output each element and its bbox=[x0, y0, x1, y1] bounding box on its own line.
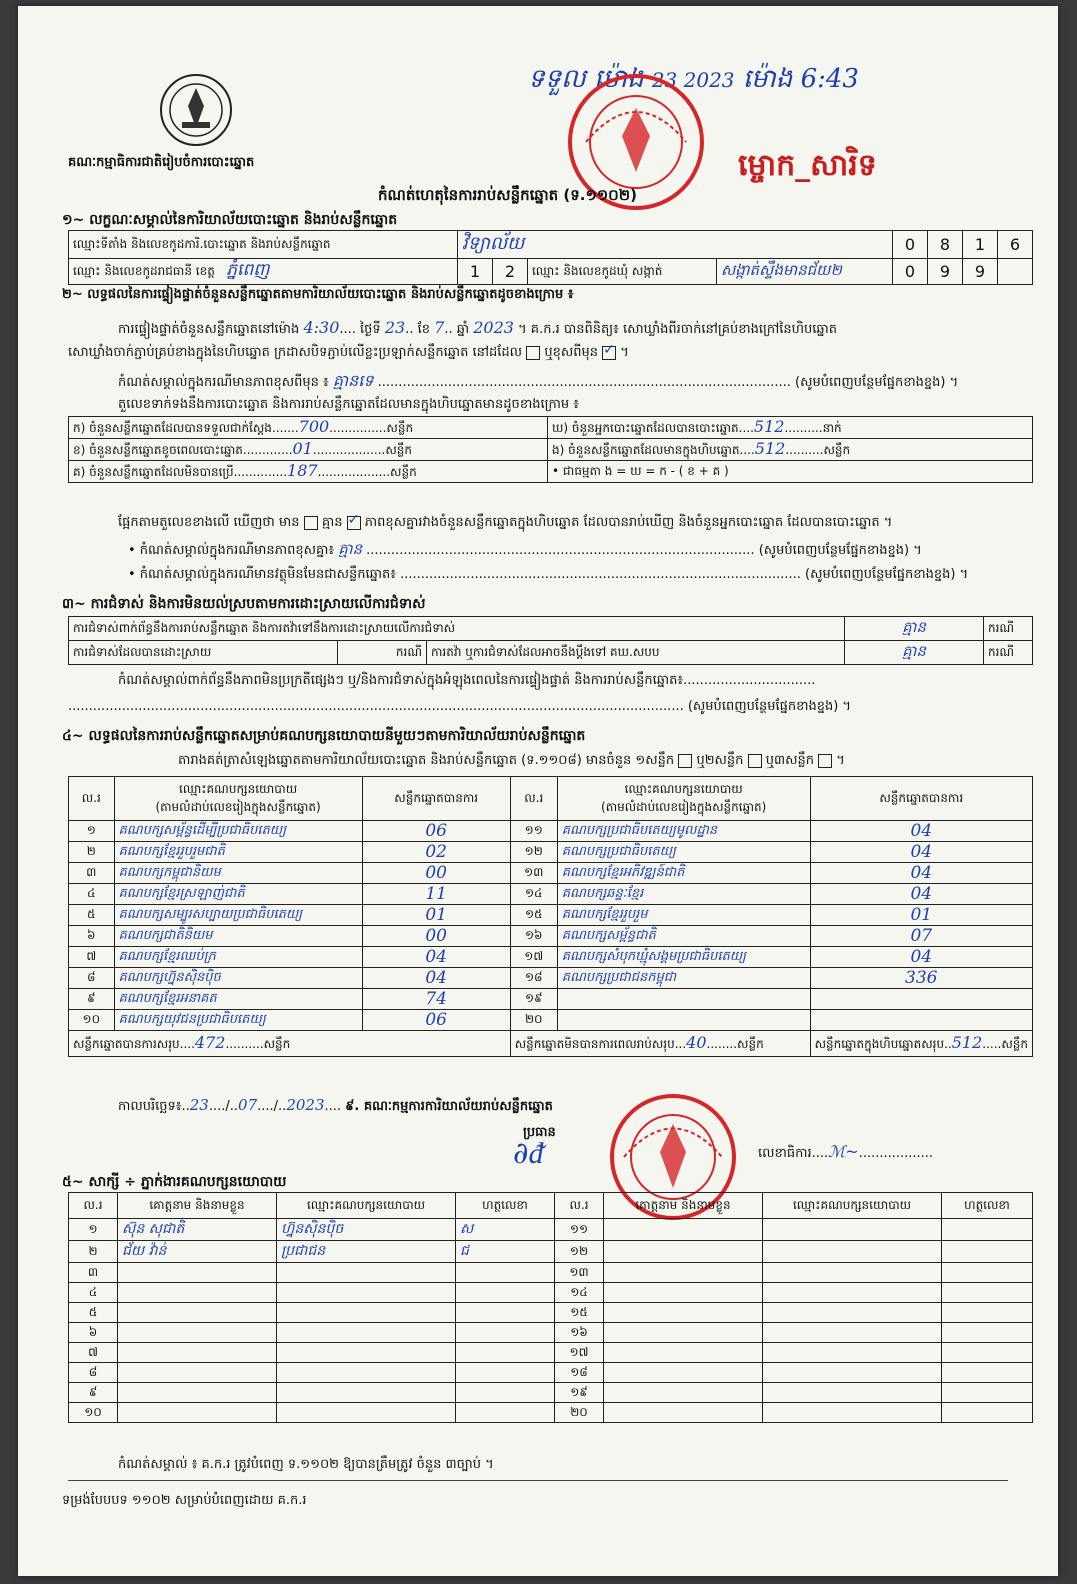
table-row bbox=[69, 905, 1033, 926]
table-row bbox=[69, 947, 1033, 968]
witness-number: ៨ bbox=[69, 1363, 118, 1383]
party-number: ១០ bbox=[69, 1010, 115, 1031]
witness-name bbox=[118, 1363, 277, 1383]
witness-party bbox=[277, 1283, 456, 1303]
party-number: ២០ bbox=[510, 1010, 557, 1031]
figure-formula: • ជាធម្មតា ង = ឃ = ក - ( ខ + គ ) bbox=[548, 461, 1033, 483]
irregularity-note: កំណត់សម្គាល់ពាក់ព័ន្ធនឹងភាពមិនប្រក្រតីផ្សេងៗ ឬ/និងការជំទាស់ក្នុងអំឡុងពេលនៃការផ្ទៀងផ្ទាត់ និងការរាប់សន្លឹកឆ្នោត៖................................ bbox=[118, 673, 816, 688]
province-label: ឈ្មោះ និងលេខកូដរាជធានី ខេត្ត ភ្នំពេញ bbox=[69, 259, 458, 285]
party-votes bbox=[810, 884, 1032, 905]
witness-name bbox=[118, 1383, 277, 1403]
party-votes-value: 00 bbox=[425, 863, 447, 883]
party-votes-value: 04 bbox=[425, 968, 447, 988]
witness-number: ៧ bbox=[69, 1343, 118, 1363]
party-name bbox=[557, 905, 810, 926]
party-votes-value: 00 bbox=[425, 926, 447, 946]
figures-row bbox=[69, 417, 1033, 439]
objections-label: ការជំទាស់ពាក់ព័ន្ធនឹងការរាប់សន្លឹកឆ្នោត និងការតវ៉ាទៅនឹងការដោះស្រាយលើការជំទាស់ bbox=[69, 617, 845, 641]
col-votes: សន្លឹកឆ្នោតបានការ bbox=[362, 777, 510, 821]
witness-number: ៤ bbox=[69, 1283, 118, 1303]
party-votes bbox=[362, 989, 510, 1010]
witness-name bbox=[118, 1241, 277, 1263]
party-number: ៦ bbox=[69, 926, 115, 947]
resolved-label: ការជំទាស់ដែលបានដោះស្រាយ bbox=[69, 641, 338, 665]
two-sheets-checkbox[interactable] bbox=[748, 754, 762, 768]
party-votes bbox=[810, 968, 1032, 989]
witness-signature bbox=[456, 1219, 555, 1241]
resolved-unit: ករណី bbox=[338, 641, 427, 665]
total-in-box: សន្លឹកឆ្នោតក្នុងហិបឆ្នោតសរុប..512.....សន្លឹក bbox=[810, 1031, 1032, 1057]
location-code-4: 6 bbox=[998, 231, 1033, 259]
party-name-value: គណបក្សកម្ពុជានិយម bbox=[118, 864, 221, 880]
witness-signature bbox=[942, 1263, 1033, 1283]
witness-table bbox=[68, 1192, 1033, 1423]
party-votes-value: 06 bbox=[425, 1010, 447, 1030]
col-party: ឈ្មោះគណបក្សនយោបាយ (តាមលំដាប់លេខរៀងក្នុងសន្លឹកឆ្នោត) bbox=[114, 777, 362, 821]
col-no: ល.រ bbox=[69, 777, 115, 821]
party-number: ៧ bbox=[69, 947, 115, 968]
witness-party bbox=[763, 1343, 942, 1363]
witness-party bbox=[277, 1363, 456, 1383]
table-row bbox=[69, 821, 1033, 842]
figures-intro: តួលេខទាក់ទងនឹងការបោះឆ្នោត និងការរាប់សន្លឹកឆ្នោតដែលមានក្នុងហិបឆ្នោតមានដូចខាងក្រោម ៖ bbox=[118, 397, 579, 412]
objections-value: គ្មាន bbox=[845, 617, 984, 641]
witness-name bbox=[604, 1303, 763, 1323]
has-difference-checkbox[interactable] bbox=[304, 516, 318, 530]
red-handwriting: ម្ចោក_សារិទ bbox=[738, 148, 877, 183]
witness-name bbox=[118, 1303, 277, 1323]
party-name-value: គណបក្សសម្បូរសប្បាយប្រជាធិបតេយ្យ bbox=[118, 906, 303, 922]
witness-number: ១៥ bbox=[555, 1303, 604, 1323]
party-number: ៨ bbox=[69, 968, 115, 989]
party-name bbox=[557, 821, 810, 842]
province-code-1: 1 bbox=[458, 259, 493, 285]
form-title: កំណត់ហេតុនៃការរាប់សន្លឹកឆ្នោត (ទ.១១០២) bbox=[378, 186, 638, 204]
party-name-value: គណបក្សសំបុកឃ្មុំសង្គមប្រជាធិបតេយ្យ bbox=[561, 948, 747, 964]
witness-number: ៩ bbox=[69, 1383, 118, 1403]
witness-name bbox=[118, 1403, 277, 1423]
witness-number: ៣ bbox=[69, 1263, 118, 1283]
irregularity-fill-line: ..................................................................................................................................................... (សូមបំពេញបន្ថែមផ្នែកខាងខ្នង) ។ bbox=[68, 699, 851, 714]
party-name-value: គណបក្សខ្មែរអនាគត bbox=[118, 990, 217, 1006]
witness-party bbox=[277, 1219, 456, 1241]
party-votes-value: 07 bbox=[910, 926, 933, 946]
witness-party bbox=[763, 1323, 942, 1343]
location-code-1: 0 bbox=[893, 231, 928, 259]
party-name bbox=[557, 926, 810, 947]
table-row bbox=[69, 1323, 1033, 1343]
witness-party bbox=[763, 1383, 942, 1403]
table-row bbox=[69, 1263, 1033, 1283]
party-votes-value: 02 bbox=[425, 842, 447, 862]
party-votes bbox=[362, 863, 510, 884]
witness-number: ១៧ bbox=[555, 1343, 604, 1363]
party-number: ១ bbox=[69, 821, 115, 842]
form-paper bbox=[18, 6, 1058, 1576]
table-row bbox=[69, 884, 1033, 905]
witness-signature bbox=[456, 1263, 555, 1283]
col-votes: សន្លឹកឆ្នោតបានការ bbox=[810, 777, 1032, 821]
location-code-3: 1 bbox=[963, 231, 998, 259]
witness-party-value: ប្រជាជន bbox=[281, 1243, 326, 1259]
witness-name bbox=[118, 1219, 277, 1241]
total-invalid: សន្លឹកឆ្នោតមិនបានការពេលរាប់សរុប...40........សន្លឹក bbox=[510, 1031, 810, 1057]
witness-name bbox=[604, 1323, 763, 1343]
party-votes bbox=[362, 947, 510, 968]
party-name bbox=[557, 884, 810, 905]
party-number: ៤ bbox=[69, 884, 115, 905]
party-name bbox=[114, 926, 362, 947]
empty-cell bbox=[998, 259, 1033, 285]
col-party: ឈ្មោះគណបក្សនយោបាយ bbox=[763, 1193, 942, 1219]
witness-number: ៥ bbox=[69, 1303, 118, 1323]
witness-name bbox=[118, 1323, 277, 1343]
witness-number: ១៨ bbox=[555, 1363, 604, 1383]
party-number: ១១ bbox=[510, 821, 557, 842]
table-row bbox=[69, 842, 1033, 863]
party-votes-value: 04 bbox=[910, 842, 933, 862]
col-party: ឈ្មោះគណបក្សនយោបាយ (តាមលំដាប់លេខរៀងក្នុងសន្លឹកឆ្នោត) bbox=[557, 777, 810, 821]
table-row bbox=[69, 1383, 1033, 1403]
different-checkbox[interactable] bbox=[602, 346, 616, 360]
receipt-note: ទទួល ម៉ោង 23 2023 ម៉ោង 6:43 bbox=[528, 64, 859, 94]
witness-party bbox=[277, 1263, 456, 1283]
party-name-value: គណបក្សខ្មែររួបរួម bbox=[561, 906, 648, 922]
witness-number: ២ bbox=[69, 1241, 118, 1263]
witness-name-value: ស៊ុន សុជាតិ bbox=[122, 1221, 185, 1237]
party-votes bbox=[362, 884, 510, 905]
location-value: វិទ្យាល័យ bbox=[458, 231, 893, 259]
table-row bbox=[69, 926, 1033, 947]
figures-row bbox=[69, 461, 1033, 483]
chair-signature: ∂ᵭ bbox=[513, 1136, 544, 1171]
party-votes bbox=[362, 821, 510, 842]
party-name-value: គណបក្សសម្ព័ន្ធជាតិ bbox=[561, 927, 656, 943]
col-name: គោត្តនាម និងនាមខ្លួន bbox=[604, 1193, 763, 1219]
party-votes-value: 01 bbox=[910, 905, 933, 925]
party-name bbox=[114, 863, 362, 884]
witness-party bbox=[763, 1263, 942, 1283]
figures-table bbox=[68, 416, 1033, 483]
location-label: ឈ្មោះទីតាំង និងលេខកូដការិ.បោះឆ្នោត និងរាប់សន្លឹកឆ្នោត bbox=[69, 231, 458, 259]
figure-unused: គ) ចំនួនសន្លឹកឆ្នោតដែលមិនបានប្រើ..............187...................សន្លឹក bbox=[69, 461, 548, 483]
witness-signature bbox=[942, 1283, 1033, 1303]
change-note: កំណត់សម្គាល់ក្នុងករណីមានភាពខុសពីមុន ៖ គ្មានទេ .................................................................................................... (សូមបំពេញបន្ថែមផ្នែកខាងខ្នង) ។ bbox=[118, 371, 959, 390]
date-line: កាលបរិច្ឆេទ៖..23..../..07..../..2023.... ៩. គណៈកម្មការការិយាល័យរាប់សន្លឹកឆ្នោត bbox=[118, 1096, 553, 1114]
org-name: គណៈកម្មាធិការជាតិរៀបចំការបោះឆ្នោត bbox=[68, 155, 255, 170]
footer-divider bbox=[68, 1480, 1008, 1481]
party-votes-value: 01 bbox=[425, 905, 447, 925]
commune-code-1: 0 bbox=[893, 259, 928, 285]
witness-number: ១៣ bbox=[555, 1263, 604, 1283]
foreign-object-note: • កំណត់សម្គាល់ក្នុងករណីមានវត្ថុមិនមែនជាសន្លឹកឆ្នោត៖ ................................................................................................. (សូមបំពេញបន្ថែមផ្នែកខាងខ្នង) ។ bbox=[128, 567, 969, 582]
witness-signature bbox=[942, 1343, 1033, 1363]
party-name bbox=[114, 1010, 362, 1031]
witness-signature bbox=[942, 1403, 1033, 1423]
party-name-value: គណបក្សខ្មែររួបរួមជាតិ bbox=[118, 843, 225, 859]
table-row bbox=[69, 1010, 1033, 1031]
party-number: ៩ bbox=[69, 989, 115, 1010]
objections-unit: ករណី bbox=[984, 617, 1033, 641]
table-row bbox=[69, 1363, 1033, 1383]
one-sheet-checkbox[interactable] bbox=[678, 754, 692, 768]
witness-party bbox=[277, 1303, 456, 1323]
commune-label: ឈ្មោះ និងលេខកូដឃុំ សង្កាត់ bbox=[528, 259, 717, 285]
party-number: ៣ bbox=[69, 863, 115, 884]
same-checkbox[interactable] bbox=[526, 346, 540, 360]
table-row bbox=[69, 1303, 1033, 1323]
appeal-unit: ករណី bbox=[984, 641, 1033, 665]
party-votes bbox=[810, 821, 1032, 842]
party-name bbox=[114, 968, 362, 989]
figure-received: ក) ចំនួនសន្លឹកឆ្នោតដែលបានទទួលជាក់ស្តែង.......700...............សន្លឹក bbox=[69, 417, 548, 439]
party-name-value: គណបក្សសម្ព័ន្ធដើម្បីប្រជាធិបតេយ្យ bbox=[118, 822, 287, 838]
col-no: ល.រ bbox=[555, 1193, 604, 1219]
province-code-2: 2 bbox=[493, 259, 528, 285]
figure-voters: ឃ) ចំនួនអ្នកបោះឆ្នោតដែលបានបោះឆ្នោត....512..........នាក់ bbox=[548, 417, 1033, 439]
party-number: ១៤ bbox=[510, 884, 557, 905]
party-name-value: គណបក្សប្រជាធិបតេយ្យមូលដ្ឋាន bbox=[561, 822, 718, 838]
party-votes-value: 04 bbox=[910, 884, 933, 904]
party-votes-value: 74 bbox=[425, 989, 447, 1009]
party-number: ១៥ bbox=[510, 905, 557, 926]
party-name-value: គណបក្សខ្មែរអភិវឌ្ឍន៍ជាតិ bbox=[561, 864, 685, 880]
witness-signature bbox=[942, 1323, 1033, 1343]
section1-heading: ១~ លក្ខណៈសម្គាល់នៃការិយាល័យបោះឆ្នោត និងរាប់សន្លឹកឆ្នោត bbox=[62, 212, 398, 228]
witness-name bbox=[604, 1283, 763, 1303]
appeal-value: គ្មាន bbox=[845, 641, 984, 665]
witness-number: ១១ bbox=[555, 1219, 604, 1241]
figure-spoiled: ខ) ចំនួនសន្លឹកឆ្នោតខូចពេលបោះឆ្នោត.............01...................សន្លឹក bbox=[69, 439, 548, 461]
party-number: ១៦ bbox=[510, 926, 557, 947]
witness-party bbox=[277, 1343, 456, 1363]
col-name: គោត្តនាម និងនាមខ្លួន bbox=[118, 1193, 277, 1219]
footer-note: កំណត់សម្គាល់ ៖ គ.ក.រ ត្រូវបំពេញ ទ.១១០២ ឱ្យបានត្រឹមត្រូវ ចំនួន ៣ច្បាប់ ។ bbox=[118, 1457, 494, 1472]
witness-signature-value: ស bbox=[460, 1221, 474, 1237]
party-name-value: គណបក្សប្រជាជនកម្ពុជា bbox=[561, 969, 677, 985]
table-row bbox=[69, 863, 1033, 884]
compare-line: ផ្អែកតាមតួលេខខាងលើ ឃើញថា មាន គ្មាន ✓ ភាពខុសគ្នារវាងចំនួនសន្លឹកឆ្នោតក្នុងហិបឆ្នោត ដែលបានរាប់ឃើញ និងចំនួនអ្នកបោះឆ្នោត ដែលបានបោះឆ្នោត ។ bbox=[118, 514, 892, 533]
table-row bbox=[69, 1403, 1033, 1423]
witness-signature bbox=[456, 1363, 555, 1383]
witness-signature bbox=[456, 1343, 555, 1363]
party-name-value: គណបក្សខ្មែរឈប់ក្រ bbox=[118, 948, 216, 964]
witness-name bbox=[604, 1403, 763, 1423]
witness-signature bbox=[942, 1363, 1033, 1383]
party-name bbox=[114, 947, 362, 968]
party-name bbox=[114, 821, 362, 842]
witness-party bbox=[277, 1323, 456, 1343]
party-name bbox=[557, 947, 810, 968]
party-number: ១៣ bbox=[510, 863, 557, 884]
witness-name bbox=[604, 1219, 763, 1241]
section4-sub: តារាងគត់ត្រាសំឡេងឆ្នោតតាមការិយាល័យបោះឆ្នោត និងរាប់សន្លឹកឆ្នោត (ទ.១១០៨) មានចំនួន ១សន្លឹក ឬ២សន្លឹក ឬ៣សន្លឹក ។ bbox=[178, 753, 845, 768]
witness-signature bbox=[456, 1403, 555, 1423]
verification-line: ការផ្ទៀងផ្ទាត់ចំនួនសន្លឹកឆ្នោតនៅម៉ោង 4:30.... ថ្ងៃទី 23.. ខែ 7.. ឆ្នាំ 2023 ។ គ.ក.រ បានពិនិត្យ៖ សោឃ្លាំងពីរចាក់នៅគ្រប់ខាងក្រៅនៃហិបឆ្នោត bbox=[118, 318, 837, 337]
witness-signature bbox=[456, 1241, 555, 1263]
party-votes bbox=[362, 842, 510, 863]
witness-party bbox=[763, 1303, 942, 1323]
party-name-value: គណបក្សជាតិនិយម bbox=[118, 927, 213, 943]
witness-party bbox=[277, 1403, 456, 1423]
table-row bbox=[69, 1219, 1033, 1241]
witness-party bbox=[763, 1219, 942, 1241]
party-votes bbox=[362, 926, 510, 947]
witness-number: ១៩ bbox=[555, 1383, 604, 1403]
difference-note: • កំណត់សម្គាល់ក្នុងករណីមានភាពខុសគ្នា៖ គ្មាន .............................................................................................. (សូមបំពេញបន្ថែមផ្នែកខាងខ្នង) ។ bbox=[128, 540, 922, 558]
section2-heading: ២~ លទ្ធផលនៃការផ្ទៀងផ្ទាត់ចំនួនសន្លឹកឆ្នោតតាមការិយាល័យបោះឆ្នោត និងរាប់សន្លឹកឆ្នោតដូចខាងក្រោម ៖ bbox=[62, 287, 574, 302]
witness-signature bbox=[456, 1303, 555, 1323]
col-sign: ហត្ថលេខា bbox=[456, 1193, 555, 1219]
witness-party bbox=[277, 1383, 456, 1403]
footer-form: ទម្រង់បែបបទ ១១០២ សម្រាប់បំពេញដោយ គ.ក.រ bbox=[62, 1493, 307, 1508]
party-votes bbox=[810, 947, 1032, 968]
party-votes-value: 04 bbox=[910, 863, 933, 883]
three-sheets-checkbox[interactable] bbox=[818, 754, 832, 768]
section3-heading: ៣~ ការជំទាស់ និងការមិនយល់ស្របតាមការដោះស្រាយលើការជំទាស់ bbox=[62, 596, 426, 612]
witness-name bbox=[118, 1343, 277, 1363]
witness-name bbox=[118, 1263, 277, 1283]
table-row bbox=[69, 968, 1033, 989]
location-code-2: 8 bbox=[928, 231, 963, 259]
no-difference-checkbox[interactable] bbox=[347, 516, 361, 530]
witness-name bbox=[118, 1283, 277, 1303]
secretary-signature: ℳ~ bbox=[828, 1142, 859, 1161]
table-row bbox=[69, 989, 1033, 1010]
party-name bbox=[557, 968, 810, 989]
party-number: ២ bbox=[69, 842, 115, 863]
table-row bbox=[69, 1343, 1033, 1363]
party-votes-value: 04 bbox=[910, 821, 933, 841]
witness-name bbox=[604, 1343, 763, 1363]
party-name-value: គណបក្សប្រជាធិបតេយ្យ bbox=[561, 843, 676, 859]
party-name bbox=[114, 905, 362, 926]
col-no: ល.រ bbox=[69, 1193, 118, 1219]
witness-number: ១២ bbox=[555, 1241, 604, 1263]
party-votes bbox=[810, 905, 1032, 926]
party-votes-value: 11 bbox=[425, 884, 447, 904]
party-name-value: គណបក្សយុវជនប្រជាធិបតេយ្យ bbox=[118, 1011, 266, 1027]
party-name bbox=[557, 842, 810, 863]
party-name bbox=[557, 863, 810, 884]
party-number: ១៩ bbox=[510, 989, 557, 1010]
total-valid: សន្លឹកឆ្នោតបានការសរុប....472..........សន្លឹក bbox=[69, 1031, 511, 1057]
section1-table bbox=[68, 230, 1033, 285]
commune-value: សង្កាត់ស្ទឹងមានជ័យ២ bbox=[716, 259, 892, 285]
commune-code-2: 9 bbox=[928, 259, 963, 285]
secretary-line: លេខាធិការ....ℳ~.................. bbox=[758, 1142, 934, 1161]
party-votes bbox=[810, 926, 1032, 947]
figure-in-box: ង) ចំនួនសន្លឹកឆ្នោតដែលមានក្នុងហិបឆ្នោត....512..........សន្លឹក bbox=[548, 439, 1033, 461]
party-number: ៥ bbox=[69, 905, 115, 926]
table-row bbox=[69, 1283, 1033, 1303]
witness-number: ២០ bbox=[555, 1403, 604, 1423]
party-name bbox=[114, 842, 362, 863]
witness-name bbox=[604, 1263, 763, 1283]
witness-signature bbox=[942, 1241, 1033, 1263]
witness-party bbox=[763, 1403, 942, 1423]
witness-signature bbox=[456, 1323, 555, 1343]
witness-signature bbox=[456, 1283, 555, 1303]
party-votes bbox=[810, 863, 1032, 884]
party-name bbox=[557, 989, 810, 1010]
witness-name-value: ជ័យ វ៉ាន់ bbox=[122, 1243, 167, 1259]
party-votes-value: 336 bbox=[905, 968, 938, 988]
section5-heading: ៥~ សាក្សី ÷ ភ្នាក់ងារគណបក្សនយោបាយ bbox=[62, 1174, 287, 1190]
party-votes bbox=[810, 989, 1032, 1010]
party-votes-value: 04 bbox=[425, 947, 447, 967]
witness-signature bbox=[942, 1383, 1033, 1403]
party-number: ១៨ bbox=[510, 968, 557, 989]
party-name bbox=[557, 1010, 810, 1031]
witness-number: ១ bbox=[69, 1219, 118, 1241]
witness-name bbox=[604, 1363, 763, 1383]
party-name-value: គណបក្សហ្វ៊ុនស៊ិនប៉ិច bbox=[118, 969, 221, 985]
results-table bbox=[68, 776, 1033, 1057]
witness-party bbox=[277, 1241, 456, 1263]
witness-number: ១៤ bbox=[555, 1283, 604, 1303]
witness-party bbox=[763, 1241, 942, 1263]
appeal-label: ការតវ៉ា ឬការជំទាស់ដែលអាចនឹងប្តឹងទៅ គឃ.សបប bbox=[427, 641, 845, 665]
party-votes bbox=[362, 968, 510, 989]
figures-row bbox=[69, 439, 1033, 461]
party-votes bbox=[362, 1010, 510, 1031]
witness-name bbox=[604, 1383, 763, 1403]
party-votes-value: 06 bbox=[425, 821, 447, 841]
party-votes bbox=[810, 1010, 1032, 1031]
witness-party bbox=[763, 1363, 942, 1383]
party-name bbox=[114, 989, 362, 1010]
witness-signature-value: ជ bbox=[460, 1243, 469, 1259]
nec-emblem-icon bbox=[158, 72, 234, 148]
party-name-value: គណបក្សឆន្ទៈខ្មែរ bbox=[561, 885, 644, 901]
objections-table bbox=[68, 616, 1033, 665]
commune-code-3: 9 bbox=[963, 259, 998, 285]
table-row bbox=[69, 1241, 1033, 1263]
witness-signature bbox=[942, 1219, 1033, 1241]
witness-number: ១៦ bbox=[555, 1323, 604, 1343]
party-name bbox=[114, 884, 362, 905]
witness-number: ១០ bbox=[69, 1403, 118, 1423]
col-sign: ហត្ថលេខា bbox=[942, 1193, 1033, 1219]
col-no: ល.រ bbox=[510, 777, 557, 821]
party-name-value: គណបក្សខ្មែរស្រឡាញ់ជាតិ bbox=[118, 885, 245, 901]
witness-party bbox=[763, 1283, 942, 1303]
witness-number: ៦ bbox=[69, 1323, 118, 1343]
witness-party-value: ហ្វ៊ុនស៊ិនប៉ិច bbox=[281, 1221, 344, 1237]
party-votes-value: 04 bbox=[910, 947, 933, 967]
section4-heading: ៤~ លទ្ធផលនៃការរាប់សន្លឹកឆ្នោតសម្រាប់គណបក្សនយោបាយនីមួយៗតាមការិយាល័យរាប់សន្លឹកឆ្នោត bbox=[62, 728, 586, 744]
col-party: ឈ្មោះគណបក្សនយោបាយ bbox=[277, 1193, 456, 1219]
witness-signature bbox=[942, 1303, 1033, 1323]
party-votes bbox=[810, 842, 1032, 863]
party-number: ១២ bbox=[510, 842, 557, 863]
party-votes bbox=[362, 905, 510, 926]
party-number: ១៧ bbox=[510, 947, 557, 968]
chair-label: ប្រធាន bbox=[523, 1125, 556, 1140]
verification-line-2: សោឃ្លាំងចាក់ភ្ជាប់គ្រប់ខាងក្នុងនៃហិបឆ្នោត ក្រដាសបិទភ្ជាប់លើខ្លះប្រឡាក់សន្លឹកឆ្នោត នៅដដែល ឬខុសពីមុន ✓ ។ bbox=[68, 344, 629, 363]
witness-signature bbox=[456, 1383, 555, 1403]
witness-name bbox=[604, 1241, 763, 1263]
